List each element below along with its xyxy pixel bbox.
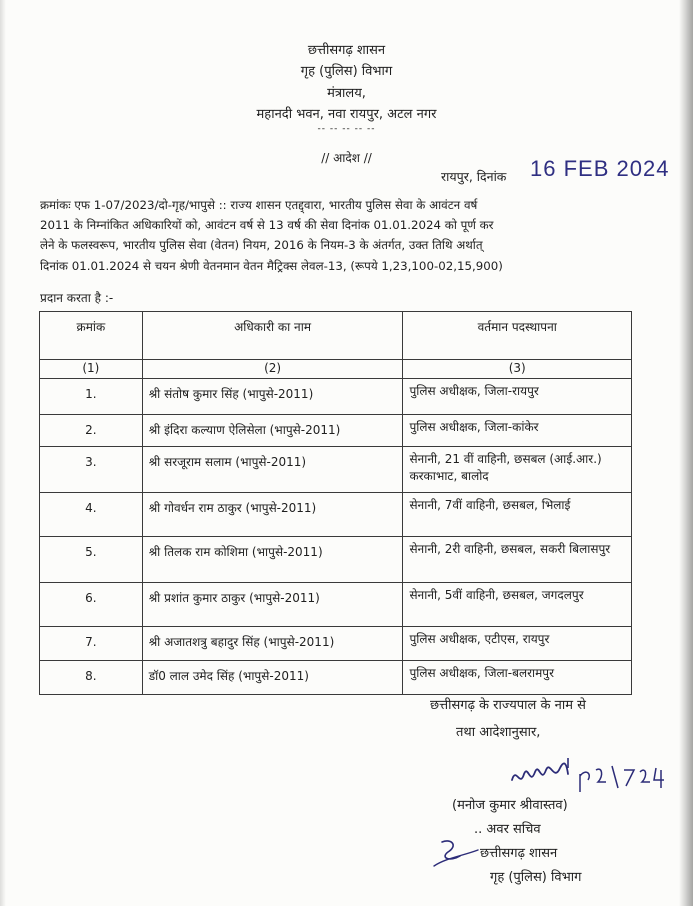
row-posting: सेनानी, 21 वीं वाहिनी, छसबल (आई.आर.) करकाभाट, बालोद: [403, 447, 632, 493]
signatory-line-1: छत्तीसगढ़ के राज्यपाल के नाम से: [430, 698, 586, 713]
order-body: [40, 195, 640, 276]
signatory-government: छत्तीसगढ़ शासन: [480, 846, 558, 861]
row-serial: 6.: [40, 583, 143, 627]
order-title: // आदेश //: [321, 151, 372, 165]
table-row: [40, 447, 632, 493]
body-line-2: 2011 के निम्नांकित अधिकारियों को, आवंटन वर्ष से 13 वर्ष की सेवा दिनांक 01.01.2024 को पूर्ण कर: [40, 218, 494, 233]
row-officer-name: श्री सरजूराम सलाम (भापुसे-2011): [142, 447, 403, 493]
table-row: [40, 537, 632, 583]
row-serial: 8.: [40, 661, 143, 695]
page-edge-shadow-left: [0, 0, 6, 906]
row-posting: पुलिस अधीक्षक, एटीएस, रायपुर: [403, 627, 632, 661]
dateline-place: रायपुर, दिनांक: [441, 169, 507, 184]
row-serial: 2.: [40, 415, 143, 447]
row-officer-name: श्री गोवर्धन राम ठाकुर (भापुसे-2011): [142, 493, 403, 537]
table-header-row: [40, 312, 632, 360]
body-line-4: दिनांक 01.01.2024 से चयन श्रेणी वेतनमान वेतन मैट्रिक्स लेवल-13, (रूपये 1,23,100-02,15,900): [40, 258, 503, 273]
header-ministry: मंत्रालय,: [327, 86, 366, 101]
handwritten-initials: [432, 836, 482, 870]
row-serial: 7.: [40, 627, 143, 661]
row-serial: 5.: [40, 537, 143, 583]
row-officer-name: डॉ0 लाल उमेद सिंह (भापुसे-2011): [142, 661, 403, 695]
row-posting: पुलिस अधीक्षक, जिला-बलरामपुर: [403, 661, 632, 695]
designation-text: अवर सचिव: [486, 822, 541, 837]
row-posting: पुलिस अधीक्षक, जिला-रायपुर: [403, 379, 632, 415]
date-stamp: 16 FEB 2024: [530, 156, 670, 181]
table-row: [40, 583, 632, 627]
officers-table: [39, 311, 632, 695]
page-edge-shadow-right: [679, 0, 693, 906]
col-number: (1): [40, 360, 143, 379]
row-serial: 4.: [40, 493, 143, 537]
table-row: [40, 661, 632, 695]
row-serial: 1.: [40, 379, 143, 415]
header-address: महानदी भवन, नवा रायपुर, अटल नगर: [256, 107, 437, 122]
row-officer-name: श्री संतोष कुमार सिंह (भापुसे-2011): [142, 379, 403, 415]
table-row: [40, 379, 632, 415]
signatory-designation: .. अवर सचिव: [474, 822, 541, 837]
col-header-officer: अधिकारी का नाम: [142, 312, 403, 360]
table-row: [40, 493, 632, 537]
row-serial: 3.: [40, 447, 143, 493]
col-header-serial: क्रमांक: [40, 312, 143, 360]
body-line-1: क्रमांकः एफ 1-07/2023/दो-गृह/भापुसे :: राज्य शासन एतद्द्वारा, भारतीय पुलिस सेवा के आवंटन वर्ष: [40, 198, 478, 212]
table-row: [40, 415, 632, 447]
header-department: गृह (पुलिस) विभाग: [300, 64, 393, 79]
row-officer-name: श्री अजातशत्रु बहादुर सिंह (भापुसे-2011): [142, 627, 403, 661]
row-officer-name: श्री प्रशांत कुमार ठाकुर (भापुसे-2011): [142, 583, 403, 627]
row-officer-name: श्री तिलक राम कोशिमा (भापुसे-2011): [142, 537, 403, 583]
body-line-3: लेने के फलस्वरूप, भारतीय पुलिस सेवा (वेतन) नियम, 2016 के नियम-3 के अंतर्गत, उक्त तिथि अर्थात्: [40, 238, 483, 253]
signatory-line-2: तथा आदेशानुसार,: [456, 725, 541, 740]
body-closing: प्रदान करता है :-: [40, 291, 114, 305]
table-row: [40, 627, 632, 661]
signatory-department: गृह (पुलिस) विभाग: [490, 870, 582, 885]
header-government: छत्तीसगढ़ शासन: [307, 43, 386, 58]
row-posting: सेनानी, 7वीं वाहिनी, छसबल, भिलाई: [403, 493, 632, 537]
col-number: (2): [142, 360, 403, 379]
row-posting: सेनानी, 2री वाहिनी, छसबल, सकरी बिलासपुर: [403, 537, 632, 583]
row-posting: पुलिस अधीक्षक, जिला-कांकेर: [403, 415, 632, 447]
handwritten-signature: [508, 752, 668, 796]
signatory-name: (मनोज कुमार श्रीवास्तव): [452, 798, 568, 813]
row-officer-name: श्री इंदिरा कल्याण ऐलिसेला (भापुसे-2011): [142, 415, 403, 447]
column-number-row: [40, 360, 632, 379]
header-separator: -- -- -- -- --: [317, 124, 376, 134]
row-posting: सेनानी, 5वीं वाहिनी, छसबल, जगदलपुर: [403, 583, 632, 627]
col-header-posting: वर्तमान पदस्थापना: [403, 312, 632, 360]
col-number: (3): [403, 360, 632, 379]
